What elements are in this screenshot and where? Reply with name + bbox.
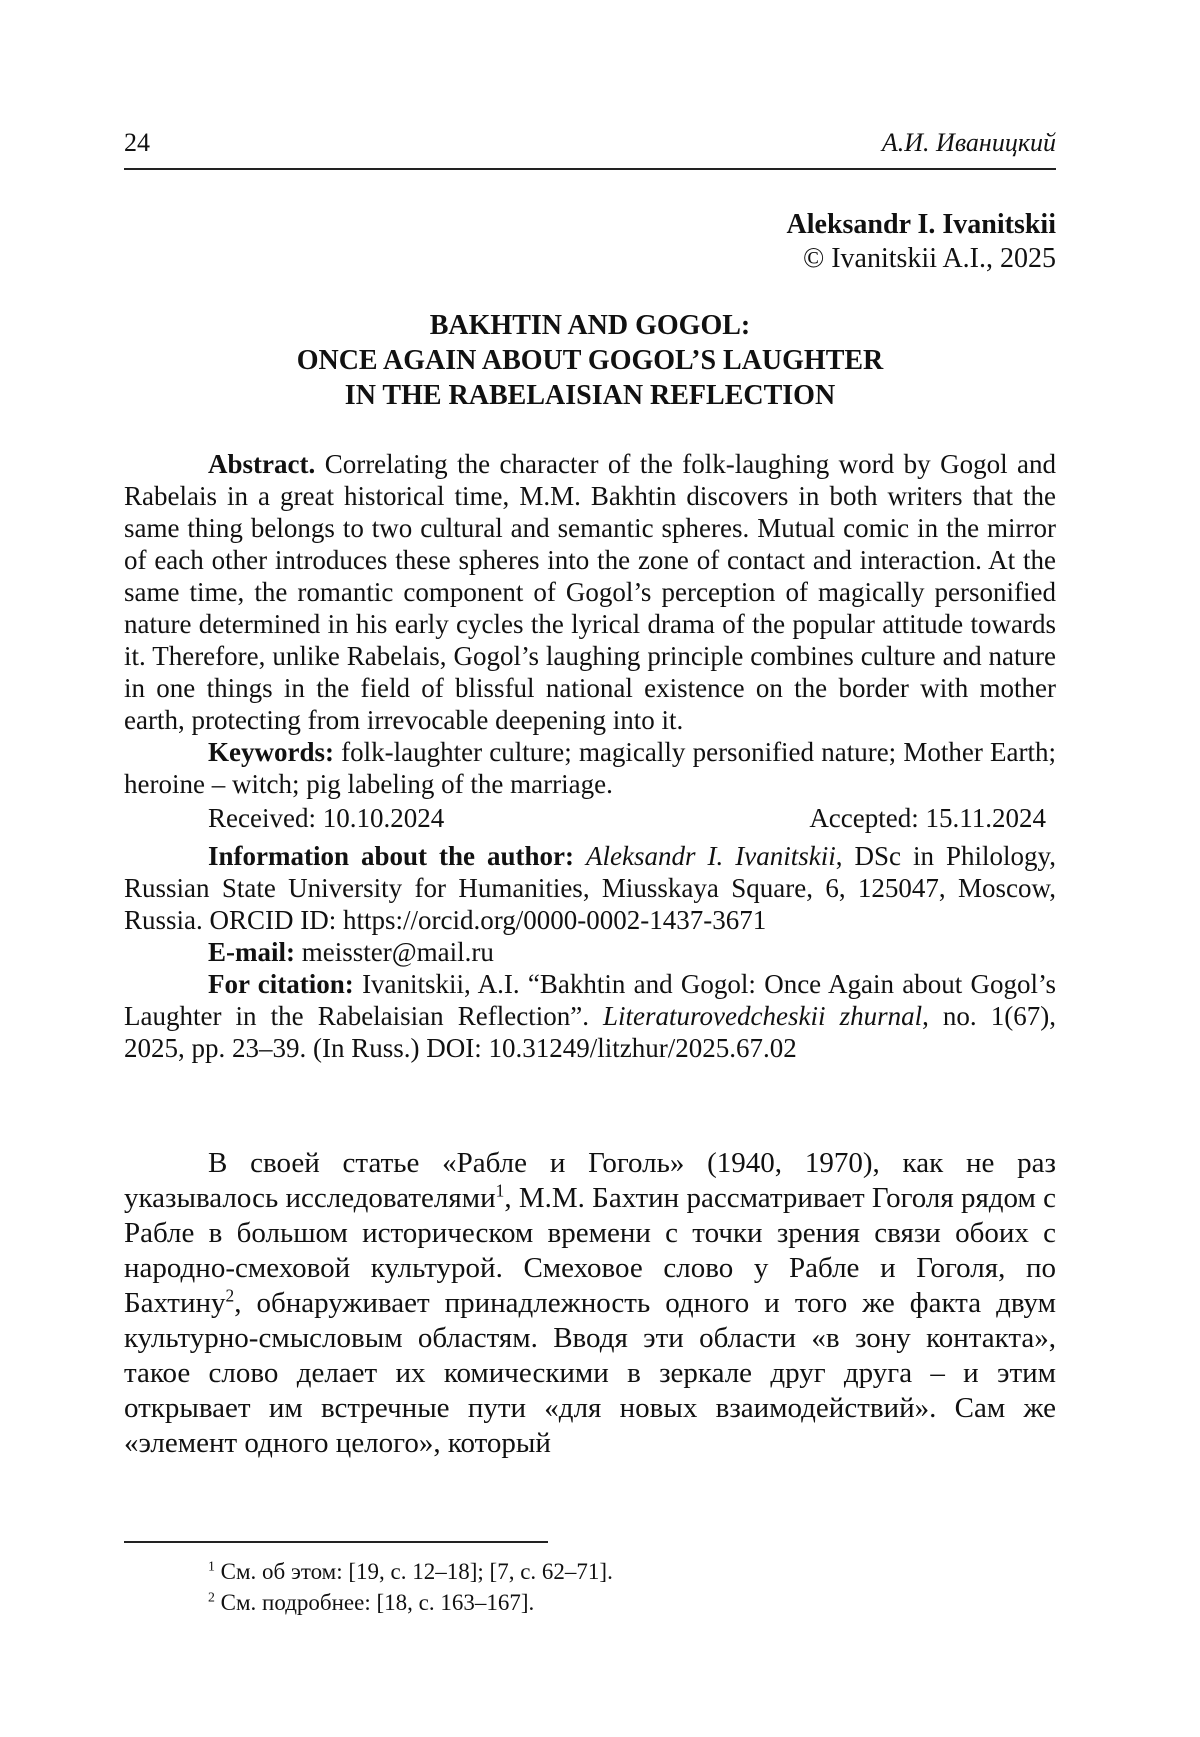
dates: [124, 802, 1056, 840]
title-line: ONCE AGAIN ABOUT GOGOL’S LAUGHTER: [296, 345, 884, 376]
author-block: [787, 208, 1056, 276]
keywords: [124, 736, 1056, 800]
footnote-text: См. об этом: [19, с. 12–18]; [7, с. 62–71].: [220, 1559, 613, 1584]
running-head: [124, 128, 1056, 170]
keywords-label: Keywords:: [208, 737, 334, 767]
author-info-name: Aleksandr I. Ivanitskii: [586, 841, 836, 871]
footnote-divider: [124, 1541, 548, 1543]
author-name: Aleksandr I. Ivanitskii: [786, 209, 1056, 240]
abstract-text: Correlating the character of the folk-laughing word by Gogol and Rabelais in a great historical time, M.M. Bakhtin discovers in both writers that the same thing belongs to two cultural and semantic spheres. Mutual comic in the mirror of each other introduces these spheres into the zone of contact and interaction. At the same time, the romantic component of Gogol’s perception of magically personified nature determined in his early cycles the lyrical drama of the popular attitude towards it. Therefore, unlike Rabelais, Gogol’s laughing principle combines culture and nature in one things in the field of blissful national existence on the border with mother earth, protecting from irrevocable deepening into it.: [124, 449, 1056, 735]
footnote: [208, 1587, 613, 1618]
abstract-label: Abstract.: [208, 449, 316, 479]
citation-text: Ivanitskii, A.I. “Bakhtin and Gogol: Once Again about Gogol’s Laughter in the Rabelaisian Reflection”.: [124, 969, 1057, 1031]
article-metadata: [124, 448, 1056, 1064]
body-text-2: , М.М. Бахтин рассматривает Гоголя рядом с Рабле в большом историческом времени с точки зрения связи обоих с народно-смеховой культурой. Смеховое слово у Рабле и Гоголя, по Бахтину: [124, 1182, 1057, 1319]
footnote-text: См. подробнее: [18, с. 163–167].: [220, 1590, 535, 1615]
email-label: E-mail:: [208, 937, 295, 967]
citation-tail: , no. 1(67), 2025, pp. 23–39. (In Russ.) DOI: 10.31249/litzhur/2025.67.02: [124, 1001, 1057, 1063]
body-paragraph: [124, 1146, 1056, 1461]
email-value[interactable]: meisster@mail.ru: [301, 937, 494, 967]
footnote: [208, 1556, 613, 1587]
author-info-label: Information about the author:: [208, 841, 575, 871]
accepted-date: Accepted: 15.11.2024: [809, 803, 1046, 833]
page-number: 24: [124, 128, 150, 157]
article-title: [124, 308, 1056, 413]
title-line: IN THE RABELAISIAN REFLECTION: [344, 380, 836, 411]
body-text-1: В своей статье «Рабле и Гоголь» (1940, 1970), как не раз указывалось исследователями: [124, 1147, 1056, 1214]
author-info-text: , DSc in Philology, Russian State University for Humanities, Miusskaya Square, 6, 125047, Moscow, Russia. ORCID ID: https://orcid.org/0000-0002-1437-3671: [124, 841, 1056, 935]
body-text-3: , обнаруживает принадлежность одного и того же факта двум культурно-смысловым областям. Вводя эти области «в зону контакта», такое слово делает их комическими в зеркале друг друга – и этим открывает им встречные пути «для новых взаимодействий». Сам же «элемент одного целого», который: [124, 1287, 1056, 1459]
footnote-mark: 1: [208, 1558, 215, 1574]
citation-label: For citation:: [208, 969, 354, 999]
keywords-text: folk-laughter culture; magically personified nature; Mother Earth; heroine – witch; pig labeling of the marriage.: [124, 737, 1057, 799]
footnote-ref[interactable]: 1: [495, 1180, 505, 1201]
running-author: А.И. Иваницкий: [881, 128, 1056, 157]
citation-journal: Literaturovedcheskii zhurnal: [603, 1001, 923, 1031]
abstract: [124, 448, 1056, 736]
title-line: BAKHTIN AND GOGOL:: [429, 310, 751, 341]
footnote-mark: 2: [208, 1589, 215, 1605]
copyright: © Ivanitskii A.I., 2025: [802, 243, 1056, 274]
author-info: [124, 840, 1056, 936]
footnote-ref[interactable]: 2: [225, 1285, 235, 1306]
received-date: Received: 10.10.2024: [208, 803, 445, 833]
footnotes: [208, 1556, 613, 1618]
citation: [124, 968, 1056, 1064]
email: [124, 936, 1056, 968]
